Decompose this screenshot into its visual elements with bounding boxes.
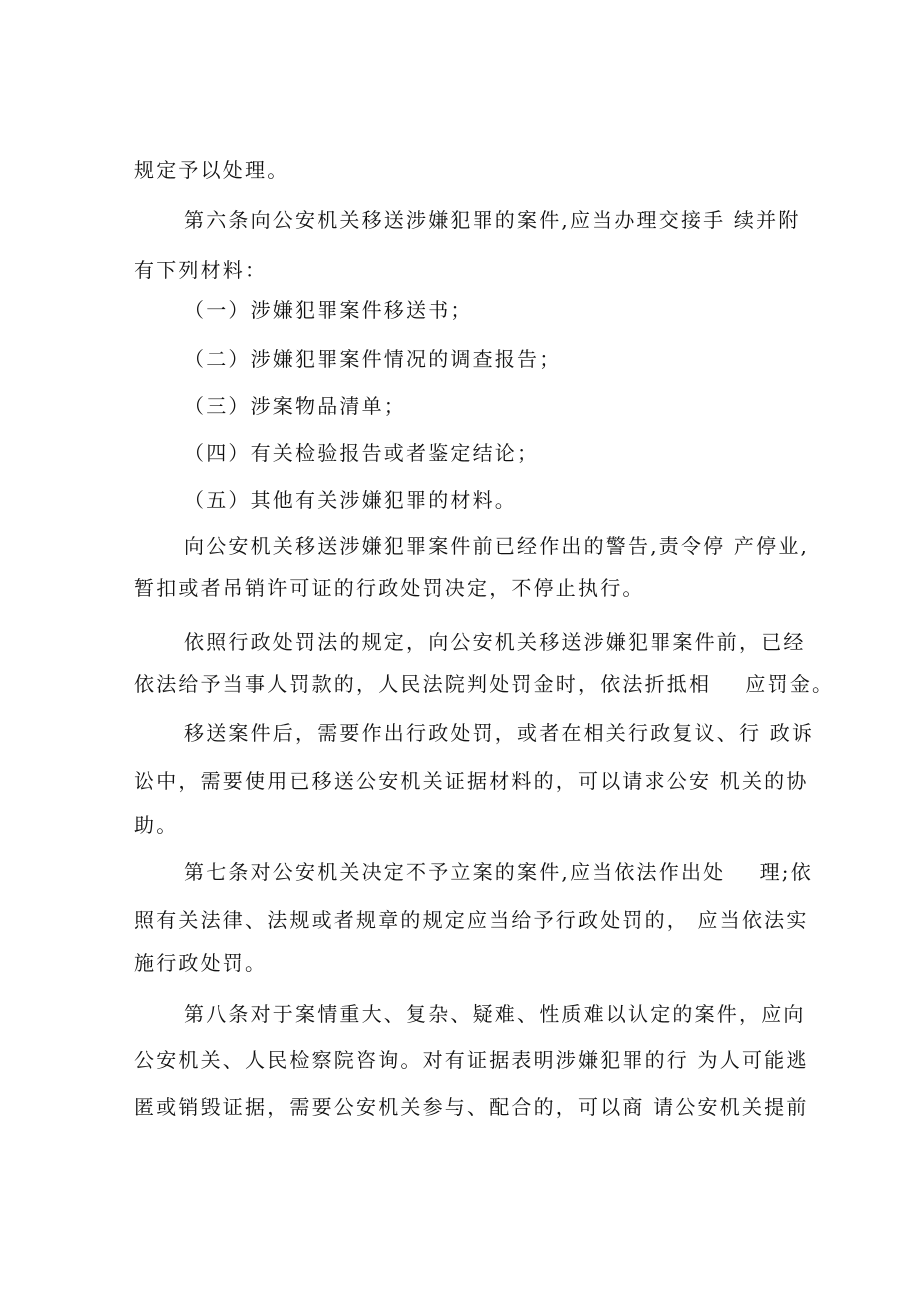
list-item: （四）有关检验报告或者鉴定结论； (184, 441, 540, 465)
text-line: 规定予以处理。 (134, 158, 290, 182)
text-line: 依照行政处罚法的规定，向公安机关移送涉嫌犯罪案件前，已经 (184, 630, 806, 654)
text-line: 第六条向公安机关移送涉嫌犯罪的案件,应当办理交接手 续并附 (184, 208, 801, 232)
list-item: （三）涉案物品清单； (184, 394, 406, 418)
text-line: 有下列材料： (134, 258, 268, 282)
text-line: 施行政处罚。 (134, 951, 268, 975)
text-line: 暂扣或者吊销许可证的行政处罚决定，不停止执行。 (134, 576, 645, 600)
text-line: 助。 (134, 813, 179, 837)
text-line: 匿或销毁证据，需要公安机关参与、配合的，可以商 请公安机关提前 (134, 1095, 809, 1119)
list-item: （五）其他有关涉嫌犯罪的材料。 (184, 488, 517, 512)
text-line: 第八条对于案情重大、复杂、疑难、性质难以认定的案件，应向 (184, 1002, 806, 1026)
text-line: 公安机关、人民检察院咨询。对有证据表明涉嫌犯罪的行 为人可能逃 (134, 1048, 809, 1072)
text-line: 向公安机关移送涉嫌犯罪案件前已经作出的警告,责令停 产停业, (184, 534, 810, 558)
text-line: 讼中，需要使用已移送公安机关证据材料的，可以请求公安 机关的协 (134, 769, 809, 793)
text-line: 第七条对公安机关决定不予立案的案件,应当依法作出处 理;依 (184, 860, 813, 884)
text-line: 照有关法律、法规或者规章的规定应当给予行政处罚的， 应当依法实 (134, 908, 809, 932)
text-line: 依法给予当事人罚款的，人民法院判处罚金时，依法折抵相 应罚金。 (134, 672, 835, 696)
text-line: 移送案件后，需要作出行政处罚，或者在相关行政复议、行 政诉 (184, 721, 815, 745)
list-item: （二）涉嫌犯罪案件情况的调查报告； (184, 347, 562, 371)
list-item: （一）涉嫌犯罪案件移送书； (184, 298, 473, 322)
